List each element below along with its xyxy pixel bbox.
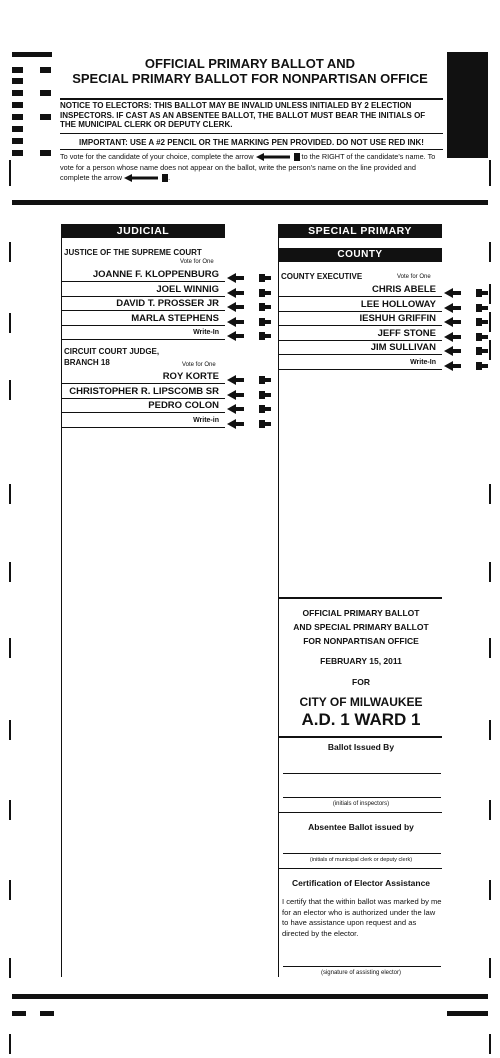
- side-tick: [489, 340, 491, 360]
- initials-clerk-label: (initials of municipal clerk or deputy clerk): [309, 857, 413, 863]
- vote-for-one: Vote for One: [180, 259, 214, 265]
- vote-arrow-icon[interactable]: [227, 372, 271, 382]
- timing-mark: [40, 67, 51, 73]
- vote-arrow-icon[interactable]: [227, 270, 271, 280]
- county-executive-office: COUNTY EXECUTIVE: [281, 272, 363, 281]
- vote-arrow-icon[interactable]: [227, 314, 271, 324]
- side-tick: [9, 958, 11, 978]
- side-tick: [489, 562, 491, 582]
- important-text: IMPORTANT: USE A #2 PENCIL OR THE MARKING PEN PROVIDED. DO NOT USE RED INK!: [79, 138, 424, 147]
- instructions: To vote for the candidate of your choice, complete the arrow to the RIGHT of the candidate's name. To vote for a person whose name does not appear on the ballot, write the person's name on the line provided and complete the arrow .: [60, 152, 436, 182]
- vote-arrow-icon[interactable]: [227, 416, 271, 426]
- side-tick: [9, 562, 11, 582]
- vote-arrow-icon[interactable]: [227, 387, 271, 397]
- timing-mark: [12, 114, 23, 120]
- timing-mark: [12, 102, 23, 108]
- timing-mark: [447, 1011, 488, 1016]
- divider: [279, 812, 442, 813]
- arrow-icon: [256, 153, 300, 161]
- absentee-label: Absentee Ballot issued by: [308, 822, 414, 832]
- ballot-issued-by-label: Ballot Issued By: [327, 742, 395, 752]
- candidate-row[interactable]: CHRIS ABELE: [278, 283, 442, 297]
- side-tick: [9, 313, 11, 333]
- side-tick: [489, 312, 491, 332]
- ward-name: A.D. 1 WARD 1: [301, 710, 421, 729]
- write-in-option[interactable]: Write-In: [61, 326, 225, 340]
- timing-mark: [12, 150, 23, 156]
- divider: [60, 98, 443, 100]
- candidate-row[interactable]: LEE HOLLOWAY: [278, 298, 442, 312]
- divider: [279, 597, 442, 599]
- side-tick: [489, 160, 491, 186]
- write-in-option[interactable]: Write-In: [278, 356, 442, 370]
- timing-mark: [12, 78, 23, 84]
- vote-arrow-icon[interactable]: [444, 358, 488, 368]
- candidate-row[interactable]: PEDRO COLON: [61, 399, 225, 413]
- supreme-court-office: JUSTICE OF THE SUPREME COURT: [64, 248, 202, 257]
- candidate-row[interactable]: IESHUH GRIFFIN: [278, 312, 442, 326]
- candidate-row[interactable]: JEFF STONE: [278, 327, 442, 341]
- side-tick: [9, 380, 11, 400]
- signature-label: (signature of assisting elector): [320, 970, 402, 976]
- header-bottom-bar: [12, 200, 488, 205]
- candidate-row[interactable]: CHRISTOPHER R. LIPSCOMB SR: [61, 385, 225, 399]
- timing-mark: [40, 90, 51, 96]
- notice-text: NOTICE TO ELECTORS: THIS BALLOT MAY BE INVALID UNLESS INITIALED BY 2 ELECTION INSPECTORS. IF CAST AS AN ABSENTEE BALLOT, THE BALLOT MUST BEAR THE INITIALS OF THE MUNICIPAL CLERK OR DEPUTY CLERK.: [60, 101, 426, 129]
- side-tick: [9, 880, 11, 900]
- county-heading: COUNTY: [278, 248, 442, 262]
- for-label: FOR: [352, 677, 370, 687]
- side-tick: [489, 880, 491, 900]
- side-tick: [489, 284, 491, 304]
- side-tick: [489, 638, 491, 658]
- timing-mark: [12, 90, 23, 96]
- vote-for-one: Vote for One: [182, 362, 216, 368]
- vote-arrow-icon[interactable]: [227, 328, 271, 338]
- timing-bar-top: [12, 52, 52, 57]
- timing-mark: [12, 126, 23, 132]
- side-tick: [9, 1034, 11, 1054]
- divider: [60, 149, 443, 150]
- divider: [279, 868, 442, 869]
- vote-arrow-icon[interactable]: [444, 300, 488, 310]
- vote-arrow-icon[interactable]: [444, 314, 488, 324]
- signature-line: [283, 797, 441, 798]
- side-tick: [489, 800, 491, 820]
- certification-title: Certification of Elector Assistance: [291, 878, 431, 888]
- vote-arrow-icon[interactable]: [227, 299, 271, 309]
- ballot-title: OFFICIAL PRIMARY BALLOT AND SPECIAL PRIMARY BALLOT FOR NONPARTISAN OFFICE: [72, 56, 428, 86]
- initials-inspectors-label: (initials of inspectors): [332, 801, 390, 807]
- signature-line: [283, 853, 441, 854]
- judicial-heading: JUDICIAL: [61, 224, 225, 238]
- vote-arrow-icon[interactable]: [444, 329, 488, 339]
- timing-mark: [12, 1011, 26, 1016]
- arrow-icon: [124, 174, 168, 182]
- candidate-row[interactable]: JOANNE F. KLOPPENBURG: [61, 268, 225, 282]
- city-name: CITY OF MILWAUKEE: [299, 695, 423, 709]
- side-tick: [9, 484, 11, 504]
- side-tick: [489, 958, 491, 978]
- side-tick: [489, 242, 491, 262]
- side-tick: [9, 638, 11, 658]
- special-primary-heading: SPECIAL PRIMARY: [278, 224, 442, 238]
- candidate-row[interactable]: JIM SULLIVAN: [278, 341, 442, 355]
- corner-block: [447, 52, 488, 158]
- write-in-option[interactable]: Write-in: [61, 414, 225, 428]
- side-tick: [489, 720, 491, 740]
- side-tick: [9, 720, 11, 740]
- signature-line: [283, 966, 441, 967]
- vote-arrow-icon[interactable]: [227, 401, 271, 411]
- vote-arrow-icon[interactable]: [444, 285, 488, 295]
- signature-line: [283, 773, 441, 774]
- vote-arrow-icon[interactable]: [444, 343, 488, 353]
- side-tick: [489, 484, 491, 504]
- side-tick: [489, 1034, 491, 1054]
- vote-for-one: Vote for One: [397, 274, 431, 280]
- candidate-row[interactable]: MARLA STEPHENS: [61, 312, 225, 326]
- timing-mark: [12, 138, 23, 144]
- circuit-court-office: CIRCUIT COURT JUDGE, BRANCH 18: [64, 347, 160, 367]
- ballot-info-title: OFFICIAL PRIMARY BALLOT AND SPECIAL PRIMARY BALLOT FOR NONPARTISAN OFFICE: [293, 608, 429, 646]
- candidate-row[interactable]: DAVID T. PROSSER JR: [61, 297, 225, 311]
- certification-text: I certify that the within ballot was marked by me for an elector who is authorized under the law to have assistance upon request and as directed by the elector.: [282, 897, 442, 938]
- candidate-row[interactable]: JOEL WINNIG: [61, 283, 225, 297]
- side-tick: [9, 160, 11, 186]
- timing-mark: [40, 1011, 54, 1016]
- vote-arrow-icon[interactable]: [227, 285, 271, 295]
- timing-mark: [40, 150, 51, 156]
- election-date: FEBRUARY 15, 2011: [320, 656, 402, 666]
- footer-bar: [12, 994, 488, 999]
- side-tick: [9, 242, 11, 262]
- side-tick: [9, 800, 11, 820]
- candidate-row[interactable]: ROY KORTE: [61, 370, 225, 384]
- divider: [279, 736, 442, 738]
- timing-mark: [40, 114, 51, 120]
- divider: [60, 133, 443, 134]
- timing-mark: [12, 67, 23, 73]
